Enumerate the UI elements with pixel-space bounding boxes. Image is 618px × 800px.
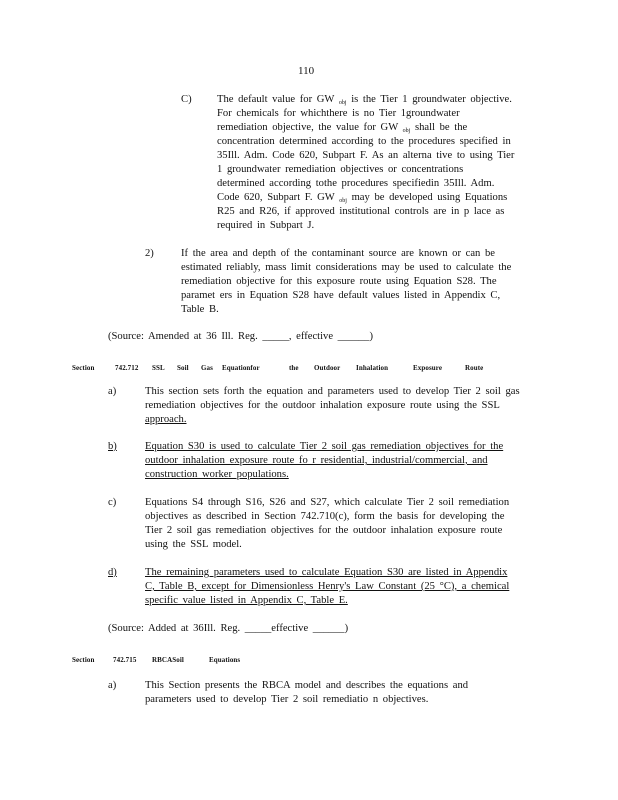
section-number: 742.712 [115,364,139,372]
source-note-1: (Source: Amended at 36 Ill. Reg. _____, effective ______) [108,331,373,342]
section-title-word: SSL [152,364,165,372]
item-c-line-3: remediation objective, the value for GW $_{obj}$ shall be the [217,122,468,134]
item-2-line-3: remediation objective for this exposure route using Equation S28. The [181,276,497,287]
sec712-a-line-1: This section sets forth the equation and parameters used to develop Tier 2 soil gas [145,386,520,397]
item-c-line-9: R25 and R26, if approved institutional controls are in p lace as [217,206,505,217]
item-2-line-5: Table B. [181,304,219,315]
sec712-b-marker: b) [108,441,117,452]
section-title-word: Gas [201,364,213,372]
sec712-d-line-3: specific value listed in Appendix C, Table E. [145,595,348,606]
section-title-word: Outdoor [314,364,341,372]
item-c-line-7: determined according tothe procedures specifiedin 35Ill. Adm. [217,178,495,189]
sec712-d-line-1: The remaining parameters used to calculate Equation S30 are listed in Appendix [145,567,508,578]
sec712-a-line-3: approach. [145,414,187,425]
section-label: Section [72,364,95,372]
page-number: 110 [298,65,315,77]
sec712-d-marker: d) [108,567,117,578]
sec712-c-line-3: Tier 2 soil gas remediation objectives for the outdoor inhalation exposure route [145,525,503,536]
sec712-a-marker: a) [108,386,117,397]
item-2-line-2: estimated reliably, mass limit considerations may be used to calculate the [181,262,512,273]
source-note-2: (Source: Added at 36Ill. Reg. _____effective ______) [108,623,349,634]
item-c-line-5: 35Ill. Adm. Code 620, Subpart F. As an alterna tive to using Tier [217,150,515,161]
section-title-word: RBCASoil [152,656,184,664]
section-title-word: Equationfor [222,364,260,372]
section-title-word: Soil [177,364,189,372]
item-2-line-4: paramet ers in Equation S28 have default values listed in Appendix C, [181,290,501,301]
item-c-line-4: concentration determined according to the procedures specified in [217,136,511,147]
item-2-marker: 2) [145,248,154,259]
item-c-line-8: Code 620, Subpart F. GW $_{obj}$ may be developed using Equations [217,192,508,204]
section-title-word: Route [465,364,484,372]
section-title-word: Exposure [413,364,443,372]
section-title-word: the [289,364,299,372]
section-number: 742.715 [113,656,137,664]
sec712-c-line-4: using the SSL model. [145,539,242,550]
sec712-c-marker: c) [108,497,117,508]
item-2-line-1: If the area and depth of the contaminant source are known or can be [181,248,495,259]
item-c-line-1: The default value for GW $_{obj}$ is the Tier 1 groundwater objective. [217,94,512,106]
sec712-d-line-2: C, Table B, except for Dimensionless Henry's Law Constant (25 °C), a chemical [145,581,510,592]
item-c-line-2: For chemicals for whichthere is no Tier 1groundwater [217,108,460,119]
item-c-marker: C) [181,94,192,105]
sec715-a-line-1: This Section presents the RBCA model and describes the equations and [145,680,469,691]
section-title-word: Inhalation [356,364,389,372]
sec712-b-line-2: outdoor inhalation exposure route fo r residential, industrial/commercial, and [145,455,488,466]
sec715-a-line-2: parameters used to develop Tier 2 soil remediatio n objectives. [145,694,429,705]
sec715-a-marker: a) [108,680,117,691]
item-c-line-6: 1 groundwater remediation objectives or concentrations [217,164,464,175]
sec712-b-line-3: construction worker populations. [145,469,289,480]
sec712-a-line-2: remediation objectives for the outdoor inhalation exposure route using the SSL [145,400,500,411]
sec712-b-line-1: Equation S30 is used to calculate Tier 2 soil gas remediation objectives for the [145,441,504,452]
sec712-c-line-2: objectives as described in Section 742.710(c), form the basis for developing the [145,511,505,522]
sec712-c-line-1: Equations S4 through S16, S26 and S27, which calculate Tier 2 soil remediation [145,497,510,508]
item-c-line-10: required in Subpart J. [217,220,315,231]
section-title-word: Equations [209,656,241,664]
section-label: Section [72,656,95,664]
